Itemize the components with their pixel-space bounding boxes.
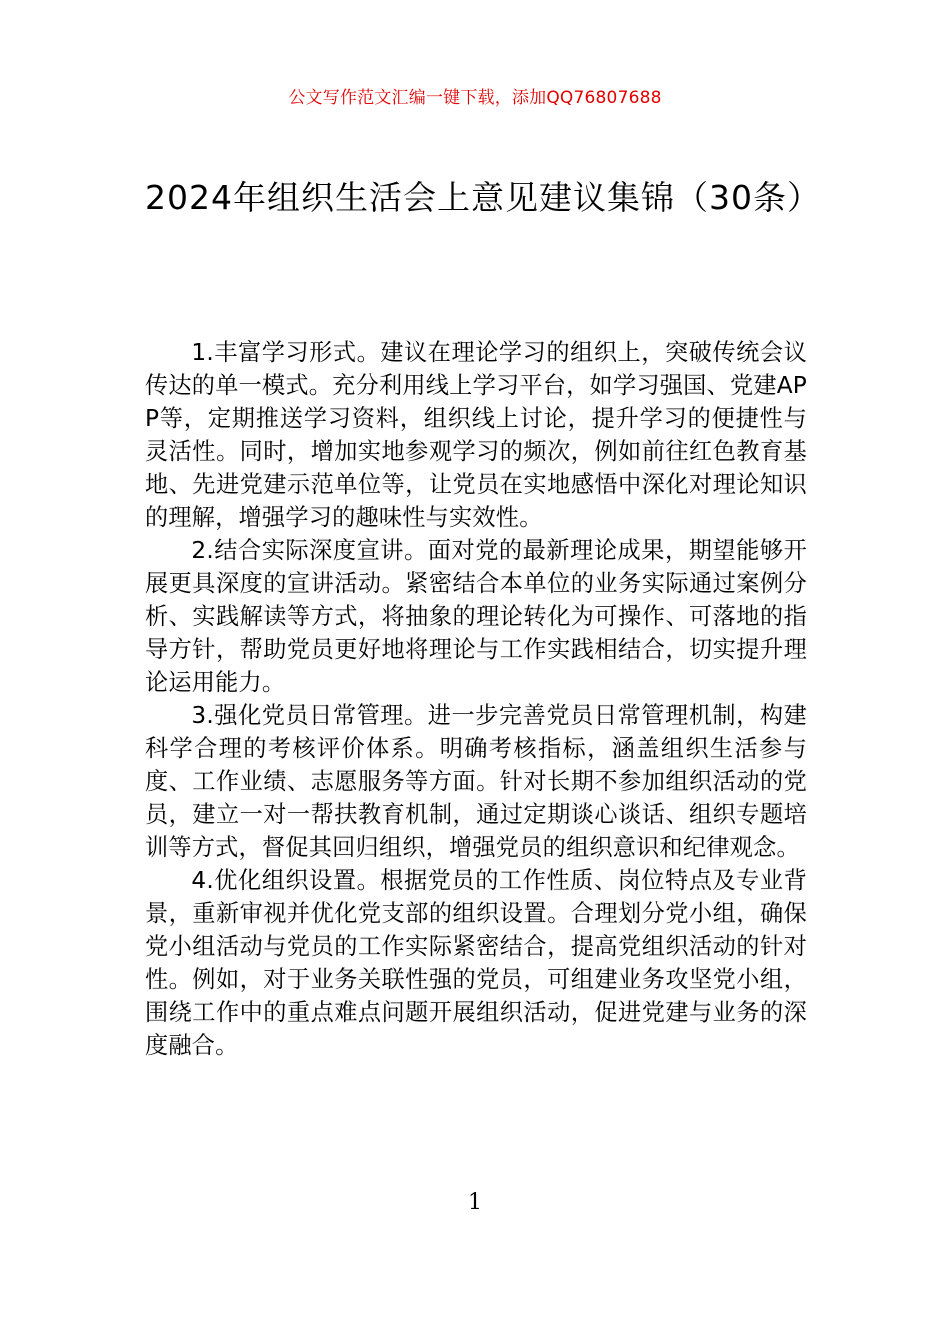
paragraph-1: 1.丰富学习形式。建议在理论学习的组织上，突破传统会议传达的单一模式。充分利用线上学习平台，如学习强国、党建APP等，定期推送学习资料，组织线上讨论，提升学习的便捷性与灵活性。同时，增加实地参观学习的频次，例如前往红色教育基地、先进党建示范单位等，让党员在实地感悟中深化对理论知识的理解，增强学习的趣味性与实效性。 — [145, 339, 807, 531]
document-body — [145, 336, 807, 1062]
page-number: 1 — [468, 1190, 482, 1215]
header-watermark-note: 公文写作范文汇编一键下载，添加QQ76807688 — [288, 88, 662, 108]
paragraph-4: 4.优化组织设置。根据党员的工作性质、岗位特点及专业背景，重新审视并优化党支部的组织设置。合理划分党小组，确保党小组活动与党员的工作实际紧密结合，提高党组织活动的针对性。例如，对于业务关联性强的党员，可组建业务攻坚党小组，围绕工作中的重点难点问题开展组织活动，促进党建与业务的深度融合。 — [145, 867, 807, 1059]
paragraph-3: 3.强化党员日常管理。进一步完善党员日常管理机制，构建科学合理的考核评价体系。明确考核指标，涵盖组织生活参与度、工作业绩、志愿服务等方面。针对长期不参加组织活动的党员，建立一对一帮扶教育机制，通过定期谈心谈话、组织专题培训等方式，督促其回归组织，增强党员的组织意识和纪律观念。 — [145, 702, 807, 861]
document-title: 2024年组织生活会上意见建议集锦（30条） — [145, 178, 821, 217]
paragraph-2: 2.结合实际深度宣讲。面对党的最新理论成果，期望能够开展更具深度的宣讲活动。紧密结合本单位的业务实际通过案例分析、实践解读等方式，将抽象的理论转化为可操作、可落地的指导方针，帮助党员更好地将理论与工作实践相结合，切实提升理论运用能力。 — [145, 537, 807, 696]
